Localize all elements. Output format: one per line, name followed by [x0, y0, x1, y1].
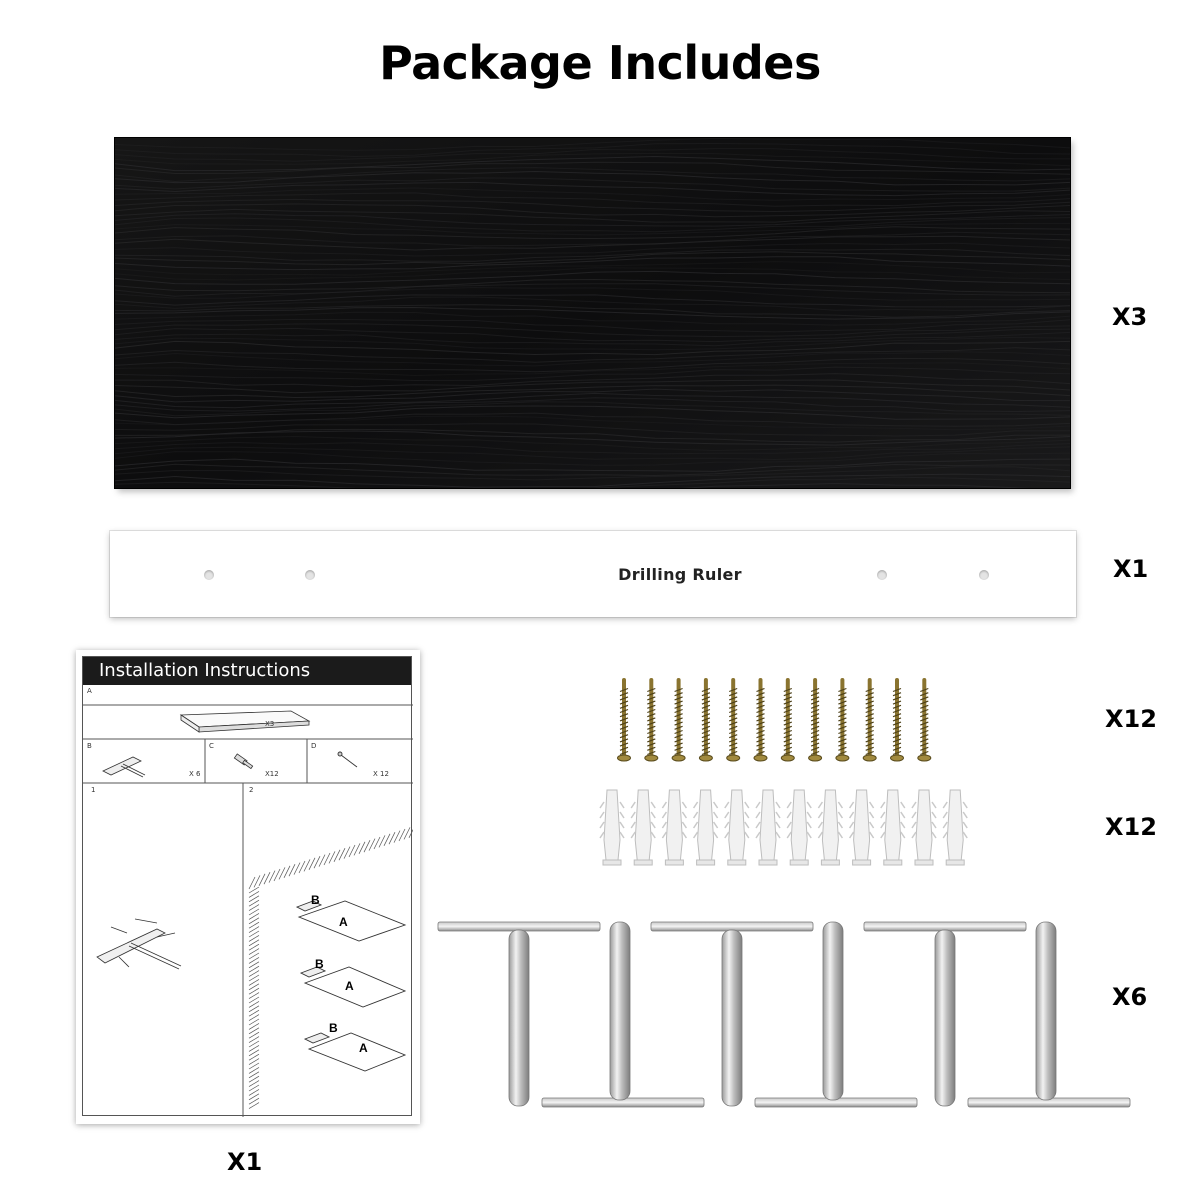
- bracket: [651, 922, 813, 1106]
- section-d-tag: D: [311, 742, 317, 750]
- section-a-tag: A: [87, 687, 92, 695]
- wall-anchor: [662, 790, 686, 865]
- wall-anchor: [943, 790, 967, 865]
- screw: [645, 680, 658, 761]
- part-a-label: A: [359, 1041, 368, 1055]
- part-b-label: B: [311, 893, 320, 907]
- screw: [727, 680, 740, 761]
- wall-anchor: [694, 790, 718, 865]
- anchors-image: [596, 784, 980, 868]
- section-a-count: X3: [265, 720, 275, 728]
- screw: [699, 680, 712, 761]
- wall-anchor: [725, 790, 749, 865]
- screws-quantity: X12: [1105, 705, 1157, 733]
- part-a-label: A: [345, 979, 354, 993]
- wall-anchor: [787, 790, 811, 865]
- instructions-quantity: X1: [227, 1148, 263, 1176]
- part-a-label: A: [339, 915, 348, 929]
- bracket: [968, 922, 1130, 1107]
- screw: [809, 680, 822, 761]
- section-c-count: X12: [265, 770, 279, 778]
- wall-anchor: [631, 790, 655, 865]
- wall-anchor: [912, 790, 936, 865]
- brackets-quantity: X6: [1112, 983, 1148, 1011]
- brackets-image: [436, 916, 1136, 1112]
- screw: [672, 680, 685, 761]
- wall-anchor: [600, 790, 624, 865]
- part-b-label: B: [315, 957, 324, 971]
- section-d-count: X 12: [373, 770, 389, 778]
- drilling-ruler-label: Drilling Ruler: [618, 565, 742, 584]
- wall-anchor: [881, 790, 905, 865]
- shelf-board-quantity: X3: [1112, 303, 1148, 331]
- drilling-ruler-quantity: X1: [1113, 555, 1149, 583]
- screw: [754, 680, 767, 761]
- bracket: [438, 922, 600, 1106]
- page-title: Package Includes: [379, 36, 821, 90]
- drilling-ruler-image: [110, 531, 1076, 617]
- screw: [863, 680, 876, 761]
- section-c-tag: C: [209, 742, 214, 750]
- shelf-board-image: [115, 138, 1070, 488]
- step-1-tag: 1: [91, 786, 96, 794]
- bracket: [864, 922, 1026, 1106]
- step-2-tag: 2: [249, 786, 254, 794]
- screw: [918, 680, 931, 761]
- screw: [618, 680, 631, 761]
- anchors-quantity: X12: [1105, 813, 1157, 841]
- screws-image: [600, 676, 940, 766]
- screw: [836, 680, 849, 761]
- section-b-tag: B: [87, 742, 92, 750]
- instruction-manual-heading: Installation Instructions: [83, 657, 411, 685]
- wall-anchor: [850, 790, 874, 865]
- bracket: [755, 922, 917, 1107]
- instruction-manual-page: [82, 656, 412, 1116]
- screw: [891, 680, 904, 761]
- part-b-label: B: [329, 1021, 338, 1035]
- bracket: [542, 922, 704, 1107]
- wall-anchor: [818, 790, 842, 865]
- screw: [781, 680, 794, 761]
- instruction-manual-image: [76, 650, 420, 1124]
- section-b-count: X 6: [189, 770, 201, 778]
- wall-anchor: [756, 790, 780, 865]
